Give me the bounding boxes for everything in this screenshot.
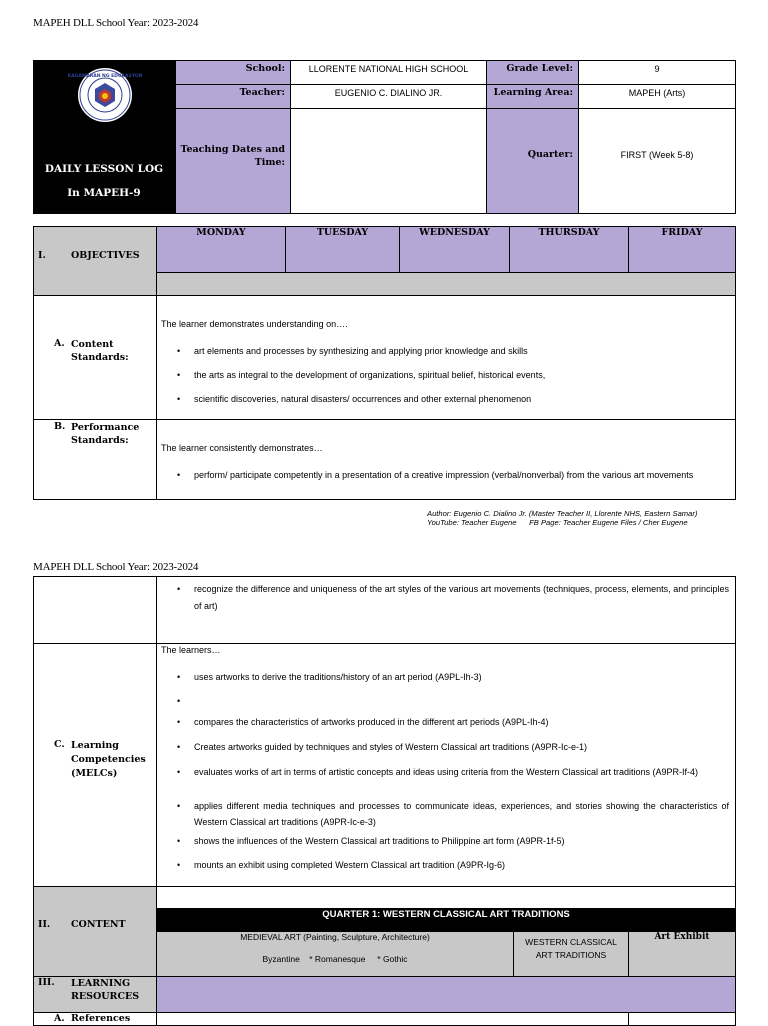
perf-std-label: Performance Standards: bbox=[71, 422, 140, 446]
author-line-2: YouTube: Teacher Eugene FB Page: Teacher Eugene Files / Cher Eugene bbox=[427, 518, 688, 527]
perf-std-letter: B. bbox=[54, 421, 66, 432]
resources-label: LEARNING RESOURCES bbox=[71, 978, 140, 1002]
quarter-banner-cell bbox=[156, 908, 736, 932]
area-value-cell bbox=[578, 84, 736, 109]
dates-label-cell bbox=[175, 108, 291, 214]
day-friday: FRIDAY bbox=[661, 227, 703, 238]
content-std-label-cell bbox=[33, 295, 157, 420]
references-body bbox=[156, 1012, 629, 1026]
day-tuesday-cell bbox=[285, 226, 400, 273]
references-letter: A. bbox=[54, 1013, 65, 1024]
quarter-banner: QUARTER 1: WESTERN CLASSICAL ART TRADITIONS bbox=[322, 909, 570, 920]
school-label-cell bbox=[175, 60, 291, 85]
objectives-header-cell bbox=[33, 226, 157, 296]
teacher-value-cell bbox=[290, 84, 487, 109]
deped-seal-icon bbox=[67, 67, 143, 123]
objectives-label: OBJECTIVES bbox=[71, 250, 140, 261]
day-thursday: THURSDAY bbox=[538, 227, 600, 238]
western-col: WESTERN CLASSICAL ART TRADITIONS bbox=[525, 937, 617, 960]
log-title-block bbox=[33, 60, 175, 214]
area-label: Learning Area: bbox=[493, 87, 573, 98]
exhibit-col: Art Exhibit bbox=[654, 932, 710, 942]
author-line-1: Author: Eugenio C. Dialino Jr. (Master Teacher II, Llorente NHS, Eastern Samar) bbox=[427, 509, 698, 518]
page2-header-title: MAPEH DLL School Year: 2023-2024 bbox=[33, 561, 199, 573]
log-title-line1: DAILY LESSON LOG bbox=[44, 163, 164, 175]
objectives-num: I. bbox=[38, 250, 46, 261]
school-label: School: bbox=[245, 63, 285, 74]
comp-letter: C. bbox=[54, 739, 65, 750]
day-wednesday-cell bbox=[399, 226, 510, 273]
medieval-cell bbox=[156, 931, 514, 977]
resources-label-cell bbox=[33, 976, 157, 1013]
quarter-label: Quarter: bbox=[527, 149, 573, 160]
log-title-line2: In MAPEH-9 bbox=[67, 187, 141, 199]
references-label: References bbox=[71, 1013, 131, 1024]
school-value-cell bbox=[290, 60, 487, 85]
comp-intro: The learners… bbox=[161, 645, 221, 655]
content-blank-row bbox=[156, 886, 736, 909]
medieval-sub: Byzantine * Romanesque * Gothic bbox=[262, 954, 408, 964]
page-header-title: MAPEH DLL School Year: 2023-2024 bbox=[33, 17, 199, 29]
references-label-cell bbox=[33, 1012, 157, 1026]
grade-label: Grade Level: bbox=[506, 63, 573, 74]
grade-label-cell bbox=[486, 60, 579, 85]
day-tuesday: TUESDAY bbox=[316, 227, 369, 238]
day-wednesday: WEDNESDAY bbox=[419, 227, 490, 238]
resources-band bbox=[156, 976, 736, 1013]
comp-label: Learning Competencies (MELCs) bbox=[71, 740, 146, 779]
medieval-title: MEDIEVAL ART (Painting, Sculpture, Architecture) bbox=[240, 932, 430, 942]
perf-std-cont-body: • recognize the difference and uniqueness of the art styles of the various art movements (techniques, process, elements, and principles of art) bbox=[156, 576, 736, 644]
content-std-body: The learner demonstrates understanding on…. • art elements and processes by synthesizing and applying prior knowledge and skills • the arts as integral to the development of organizations, spiritual belief, historical events, • scientific discoveries, natural disasters/ occurrences and other external phenomenon bbox=[156, 295, 736, 420]
perf-std-body: The learner consistently demonstrates… • perform/ participate competently in a presentation of a creative impression (verbal/nonverbal) from the various art movements bbox=[156, 419, 736, 500]
content-std-label: Content Standards: bbox=[71, 339, 129, 363]
school-value: LLORENTE NATIONAL HIGH SCHOOL bbox=[308, 64, 469, 74]
dates-value-cell bbox=[290, 108, 487, 214]
quarter-label-cell bbox=[486, 108, 579, 214]
perf-std-cont-label-cell bbox=[33, 576, 157, 644]
day-thursday-cell bbox=[509, 226, 629, 273]
western-cell bbox=[513, 931, 629, 977]
teacher-value: EUGENIO C. DIALINO JR. bbox=[334, 88, 443, 98]
day-monday: MONDAY bbox=[196, 227, 246, 238]
quarter-value: FIRST (Week 5-8) bbox=[620, 150, 694, 160]
seal-text: KAGAWARAN NG EDUKASYON bbox=[67, 74, 143, 79]
content-std-letter: A. bbox=[54, 338, 65, 349]
perf-std-label-cell bbox=[33, 419, 157, 500]
resources-num: III. bbox=[38, 977, 55, 988]
content-label-cell bbox=[33, 886, 157, 977]
quarter-value-cell bbox=[578, 108, 736, 214]
exhibit-cell bbox=[628, 931, 736, 977]
day-monday-cell bbox=[156, 226, 286, 273]
dates-label: Teaching Dates and Time: bbox=[180, 144, 285, 168]
day-friday-cell bbox=[628, 226, 736, 273]
comp-label-cell bbox=[33, 643, 157, 887]
teacher-label: Teacher: bbox=[239, 87, 285, 98]
objectives-grey-band bbox=[156, 272, 736, 296]
content-num: II. bbox=[38, 919, 51, 930]
area-label-cell bbox=[486, 84, 579, 109]
perf-std-intro: The learner consistently demonstrates… bbox=[161, 443, 323, 453]
references-exhibit bbox=[628, 1012, 736, 1026]
comp-body: The learners… • uses artworks to derive the traditions/history of an art period (A9PL-Ih-3) • • compares the characteristics of artworks produced in the different art periods (A9PL-Ih-4) • Creates artworks guided by techniques and styles of Western Classical art traditions (A9PR-Ic-e-1) • evaluates works of art in terms of artistic concepts and ideas using criteria from the Western Classical art traditions (A9PR-If-4) • applies different media techniques and processes to communicate ideas, experiences, and stories showing the characteristics of Western Classical art traditions (A9PR-Ic-e-3) • shows the influences of the Western Classical art traditions to Philippine art form (A9PR-1f-5) • mounts an exhibit using completed Western Classical art tradition (A9PR-Ig-6) bbox=[156, 643, 736, 887]
area-value: MAPEH (Arts) bbox=[628, 88, 686, 98]
grade-value-cell bbox=[578, 60, 736, 85]
grade-value: 9 bbox=[654, 64, 660, 74]
teacher-label-cell bbox=[175, 84, 291, 109]
content-std-intro: The learner demonstrates understanding on…. bbox=[161, 319, 348, 329]
content-label: CONTENT bbox=[71, 919, 126, 930]
